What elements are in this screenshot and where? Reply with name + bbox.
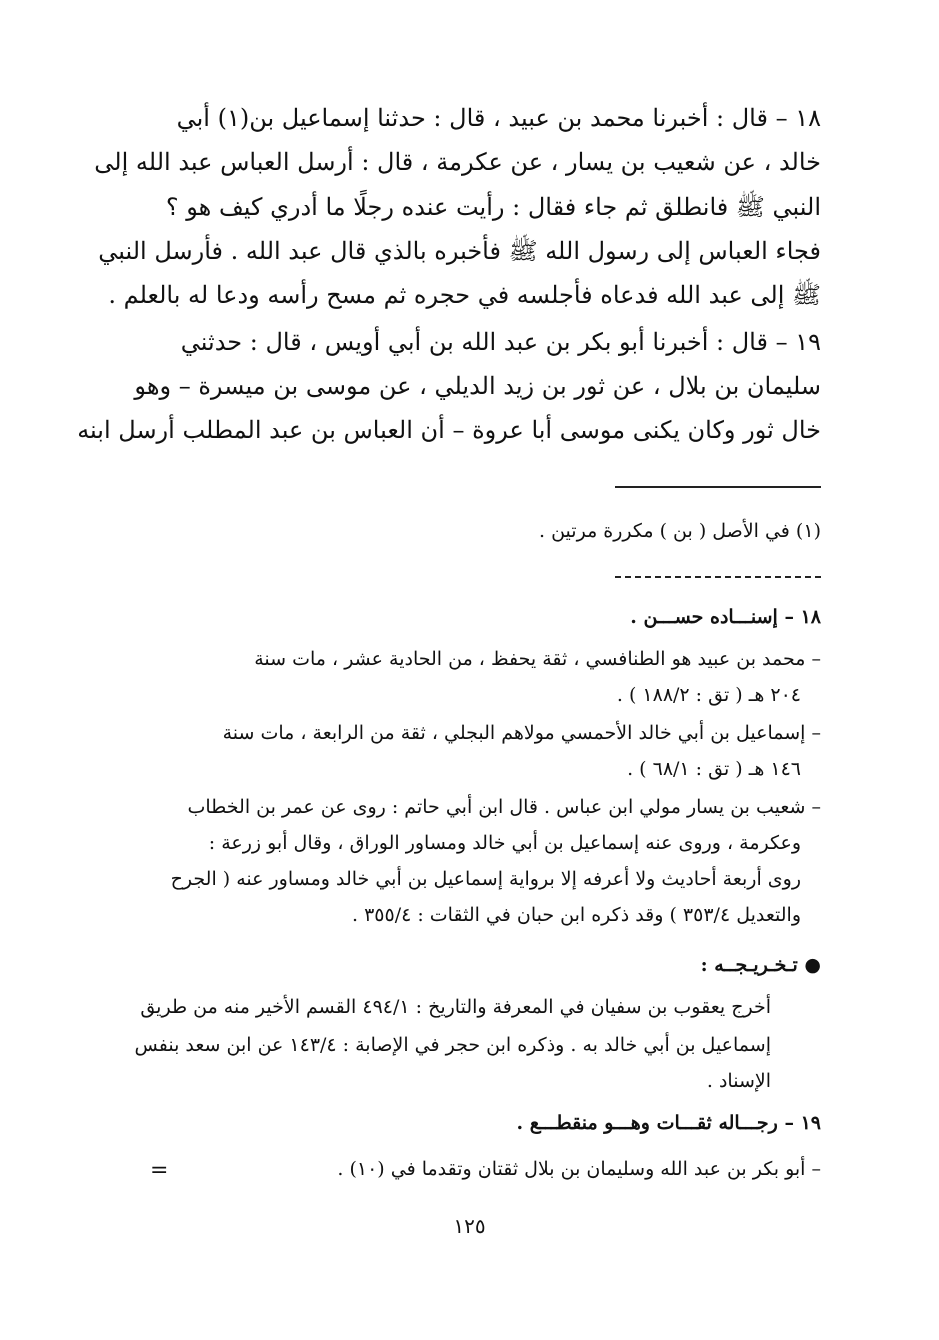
commentary-separator (615, 576, 821, 578)
hadith-19-line-3: خال ثور وكان يكنى موسى أبا عروة – أن العباس بن عبد المطلب أرسل ابنه (77, 416, 821, 444)
takhrij-heading: ● تـخـريـجــه : (700, 954, 821, 976)
takhrij-line: الإسناد . (706, 1070, 771, 1092)
footnote-separator (615, 486, 821, 488)
commentary-18-item: وعكرمة ، وروى عنه إسماعيل بن أبي خالد ومساور الوراق ، وقال أبو زرعة : (208, 832, 801, 854)
footnote-1: (١) في الأصل ( بن ) مكررة مرتين . (539, 520, 821, 542)
commentary-18-item: – إسماعيل بن أبي خالد الأحمسي مولاهم البجلي ، ثقة من الرابعة ، مات سنة (222, 722, 821, 744)
commentary-18-item: ٢٠٤ هـ ( تق : ١٨٨/٢ ) . (616, 684, 801, 706)
hadith-18-line-5: ﷺ إلى عبد الله فدعاه فأجلسه في حجره ثم مسح رأسه ودعا له بالعلم . (108, 281, 821, 309)
takhrij-line: إسماعيل بن أبي خالد به . وذكره ابن حجر في الإصابة : ١٤٣/٤ عن ابن سعد بنفس (134, 1034, 771, 1056)
commentary-19-heading: ١٩ – رجـــاله ثقـــات وهـــو منقطـــع . (516, 1112, 821, 1134)
hadith-18-line-3: النبي ﷺ فانطلق ثم جاء فقال : رأيت عنده رجلًا ما أدري كيف هو ؟ (165, 193, 821, 221)
commentary-18-item: – شعيب بن يسار مولي ابن عباس . قال ابن أبي حاتم : روى عن عمر بن الخطاب (187, 796, 821, 818)
commentary-18-heading: ١٨ – إسنـــاده حســـن . (630, 606, 821, 628)
page-number: ١٢٥ (453, 1214, 486, 1238)
commentary-18-item: روى أربعة أحاديث ولا أعرفه إلا برواية إسماعيل بن أبي خالد ومساور عنه ( الجرح (170, 868, 801, 890)
commentary-18-item: – محمد بن عبيد هو الطنافسي ، ثقة يحفظ ، من الحادية عشر ، مات سنة (254, 648, 821, 670)
hadith-19-line-1: ١٩ – قال : أخبرنا أبو بكر بن عبد الله بن أبي أويس ، قال : حدثني (180, 328, 821, 356)
hadith-18-line-4: فجاء العباس إلى رسول الله ﷺ فأخبره بالذي قال عبد الله . فأرسل النبي (98, 237, 821, 265)
hadith-19-line-2: سليمان بن بلال ، عن ثور بن زيد الديلي ، عن موسى بن ميسرة – وهو (134, 372, 821, 400)
hadith-18-line-2: خالد ، عن شعيب بن يسار ، عن عكرمة ، قال : أرسل العباس عبد الله إلى (94, 148, 821, 176)
takhrij-line: أخرج يعقوب بن سفيان في المعرفة والتاريخ : ٤٩٤/١ القسم الأخير منه من طريق (140, 996, 771, 1018)
hadith-18-line-1: ١٨ – قال : أخبرنا محمد بن عبيد ، قال : حدثنا إسماعيل بن(١) أبي (176, 104, 821, 132)
commentary-18-item: ١٤٦ هـ ( تق : ٦٨/١ ) . (627, 758, 801, 780)
continuation-mark: = (150, 1158, 169, 1183)
commentary-19-item: – أبو بكر بن عبد الله وسليمان بن بلال ثقتان وتقدما في (١٠) . (337, 1158, 821, 1180)
commentary-18-item: والتعديل ٣٥٣/٤ ) وقد ذكره ابن حبان في الثقات : ٣٥٥/٤ . (351, 904, 801, 926)
